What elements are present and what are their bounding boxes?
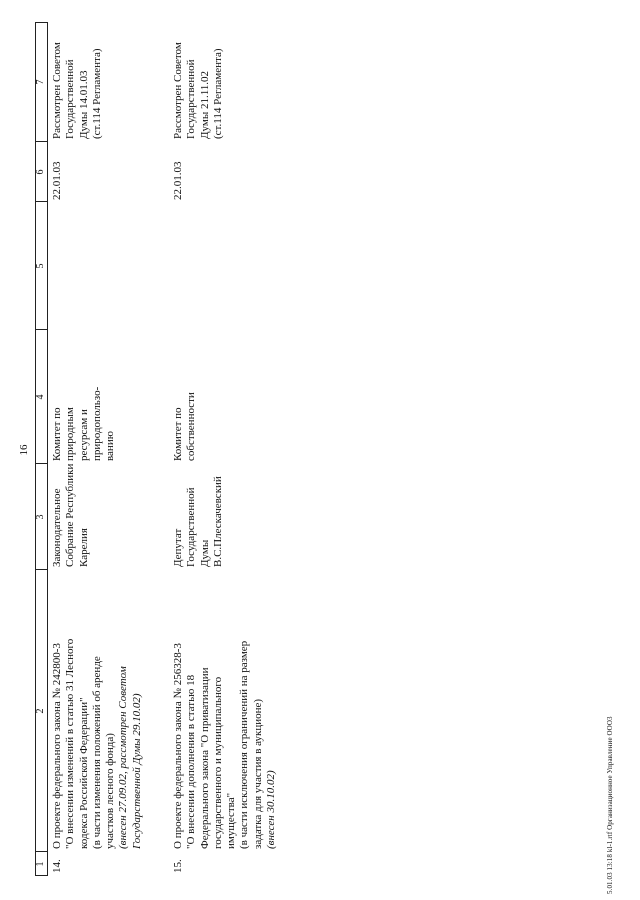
bill-title: О проекте федерального закона № 242800-3 "О внесении изменений в статью 31 Лесного кодекса Российской Федерации" (в части изменения положений об аренде участков лесного фонда) (внесен 27.09.02, рассмотрен Советом Государственной Думы 29.10.02) xyxy=(51,638,143,849)
row-number: 15. xyxy=(172,859,184,873)
bill-committee: Комитет по природным ресурсам и природопользо- ванию xyxy=(51,386,117,461)
bill-title: О проекте федерального закона № 256328-3 "О внесении дополнения в статью 18 Федерального закона "О приватизации государственного и муниципального имущества" (в части исключения ограничений на размер задатка для участия в аукционе) (внесен 30.10.02) xyxy=(172,640,278,849)
column-header-3: 3 xyxy=(35,514,46,520)
bills-table xyxy=(35,22,635,876)
bill-committee: Комитет по собственности xyxy=(172,392,198,461)
bill-initiator: Законодательное Собрание Республики Карелия xyxy=(51,463,90,567)
column-header-2: 2 xyxy=(35,708,46,714)
column-header-6: 6 xyxy=(35,169,46,175)
column-header-7: 7 xyxy=(35,79,46,85)
bill-initiator: Депутат Государственной Думы В.С.Плескачевский xyxy=(172,476,224,567)
bill-status: Рассмотрен Советом Государственной Думы 14.01.03 (ст.114 Регламента) xyxy=(51,42,103,139)
column-header-4: 4 xyxy=(35,394,46,400)
bill-date: 22.01.03 xyxy=(51,161,63,200)
column-header-5: 5 xyxy=(35,263,46,269)
bill-date: 22.01.03 xyxy=(172,161,184,200)
page-footer: 5.01.03 13:18 kl-1.rtf Организационное Управление ООО3 xyxy=(606,716,614,894)
column-header-1: 1 xyxy=(35,861,46,867)
page-number: 16 xyxy=(18,444,30,456)
row-number: 14. xyxy=(51,859,63,873)
bill-status: Рассмотрен Советом Государственной Думы 21.11.02 (ст.114 Регламента) xyxy=(172,42,224,139)
